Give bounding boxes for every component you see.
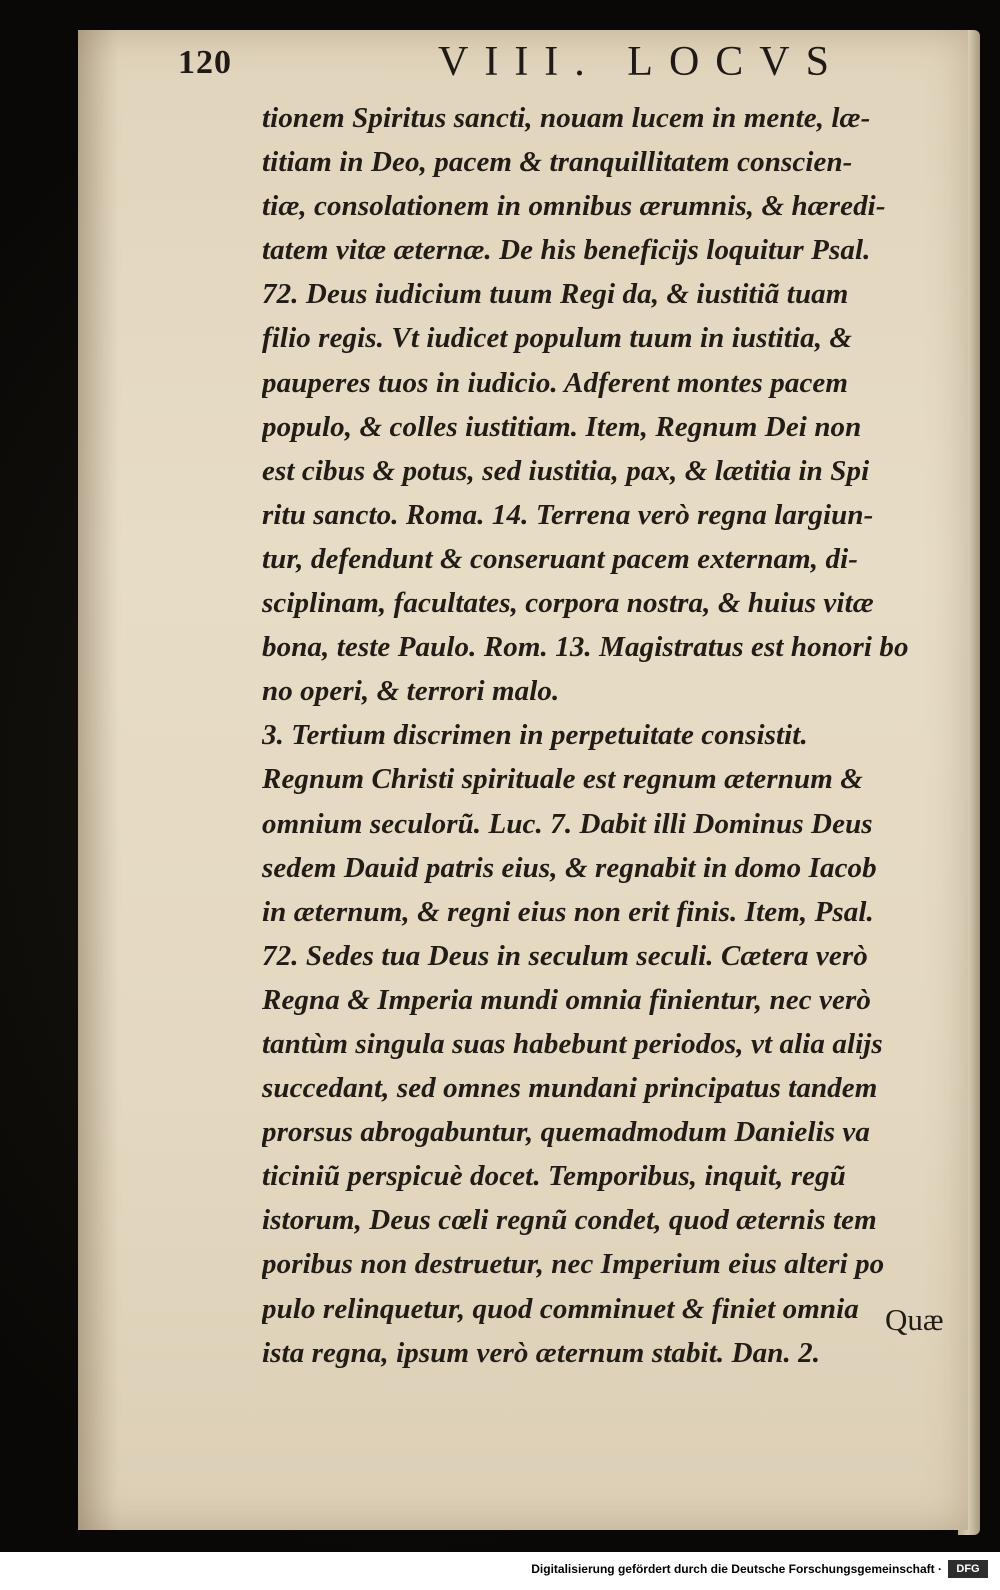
digitization-footer	[0, 1552, 1000, 1590]
text-line: tiæ, consolationem in omnibus ærumnis, & hæredi-	[262, 190, 886, 223]
text-line: pulo relinquetur, quod comminuet & finiet omnia	[262, 1292, 859, 1325]
text-line: sedem Dauid patris eius, & regnabit in domo Iacob	[262, 851, 877, 884]
running-title: VIII. LOCVS	[438, 39, 845, 85]
text-line: est cibus & potus, sed iustitia, pax, & lætitia in Spi	[262, 454, 870, 487]
text-line: in æternum, & regni eius non erit finis. Item, Psal.	[262, 895, 874, 928]
text-line: ista regna, ipsum verò æternum stabit. Dan. 2.	[262, 1336, 821, 1369]
text-line: Regnum Christi spirituale est regnum æternum &	[262, 763, 863, 796]
page-header	[178, 38, 845, 94]
dfg-logo: DFG	[948, 1560, 988, 1578]
text-line: 72. Deus iudicium tuum Regi da, & iustitiã tuam	[262, 278, 849, 311]
text-line: prorsus abrogabuntur, quemadmodum Danielis va	[262, 1116, 871, 1149]
text-line: filio regis. Vt iudicet populum tuum in iustitia, &	[262, 322, 853, 355]
text-line: tionem Spiritus sancti, nouam lucem in mente, læ-	[262, 102, 871, 134]
body-text	[262, 96, 962, 1375]
page-number: 120	[178, 44, 232, 81]
text-line: ritu sancto. Roma. 14. Terrena verò regna largiun-	[262, 498, 874, 531]
text-line: sciplinam, facultates, corpora nostra, & huius vitæ	[262, 587, 874, 620]
text-line: pauperes tuos in iudicio. Adferent montes pacem	[262, 366, 849, 399]
text-line: ticiniũ perspicuè docet. Temporibus, inquit, regũ	[262, 1160, 846, 1193]
text-line: tur, defendunt & conseruant pacem externam, di-	[262, 542, 859, 575]
text-line: tatem vitæ æternæ. De his beneficijs loquitur Psal.	[262, 234, 871, 267]
text-line: bona, teste Paulo. Rom. 13. Magistratus est honori bo	[262, 631, 909, 664]
footer-credit: Digitalisierung gefördert durch die Deutsche Forschungsgemeinschaft ·	[531, 1562, 942, 1576]
text-line: succedant, sed omnes mundani principatus tandem	[262, 1072, 878, 1105]
text-line: 72. Sedes tua Deus in seculum seculi. Cætera verò	[262, 939, 868, 972]
text-line: no operi, & terrori malo.	[262, 675, 560, 708]
text-line: Regna & Imperia mundi omnia finientur, nec verò	[262, 983, 871, 1016]
text-line: titiam in Deo, pacem & tranquillitatem conscien-	[262, 146, 853, 179]
catchword: Quæ	[885, 1302, 944, 1337]
text-line: tantùm singula suas habebunt periodos, vt alia alijs	[262, 1027, 883, 1060]
text-line: poribus non destruetur, nec Imperium eius alteri po	[262, 1248, 885, 1281]
text-line: istorum, Deus cœli regnũ condet, quod æternis tem	[262, 1204, 877, 1237]
text-line: omnium seculorũ. Luc. 7. Dabit illi Dominus Deus	[262, 807, 873, 840]
text-line: 3. Tertium discrimen in perpetuitate consistit.	[262, 719, 808, 752]
text-line: populo, & colles iustitiam. Item, Regnum Dei non	[262, 410, 862, 443]
